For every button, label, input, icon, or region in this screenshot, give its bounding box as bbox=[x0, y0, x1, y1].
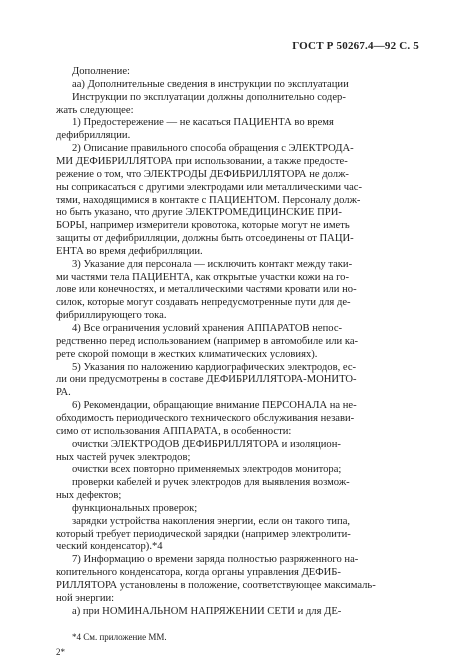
text-line: ческий конденсатор).*4 bbox=[56, 541, 163, 553]
page-header: ГОСТ Р 50267.4—92 С. 5 bbox=[292, 40, 419, 52]
text-line: очистки всех повторно применяемых электродов монитора; bbox=[72, 464, 342, 476]
text-line: ных дефектов; bbox=[56, 490, 122, 502]
text-line: копительного конденсатора, когда органы управления ДЕФИБ- bbox=[56, 567, 341, 579]
text-line: 2) Описание правильного способа обращения с ЭЛЕКТРОДА- bbox=[72, 143, 354, 155]
text-line: но быть указано, что другие ЭЛЕКТРОМЕДИЦИНСКИЕ ПРИ- bbox=[56, 207, 342, 219]
text-line: лове или конечностях, и металлическими частями кровати или но- bbox=[56, 284, 357, 296]
text-line: зарядки устройства накопления энергии, если он такого типа, bbox=[72, 515, 351, 527]
text-line: который требует периодической зарядки (например электролити- bbox=[56, 528, 351, 540]
text-line: обходимость периодического технического обслуживания незави- bbox=[56, 412, 355, 424]
text-line: тями, находящимися в контакте с ПАЦИЕНТОМ. Персоналу долж- bbox=[56, 194, 361, 206]
text-line: 5) Указания по наложению кардиографических электродов, ес- bbox=[72, 361, 357, 373]
text-line: очистки ЭЛЕКТРОДОВ ДЕФИБРИЛЛЯТОРА и изоляцион- bbox=[72, 438, 341, 450]
text-line: симо от использования АППАРАТА, в особенности: bbox=[56, 425, 292, 437]
text-line: жать следующее: bbox=[56, 104, 134, 116]
text-line: ных частей ручек электродов; bbox=[56, 451, 191, 463]
footnote: *4 См. приложение ММ. bbox=[72, 632, 167, 642]
text-line: 1) Предостережение — не касаться ПАЦИЕНТА во время bbox=[72, 117, 334, 129]
text-line: дефибрилляции. bbox=[56, 130, 131, 142]
text-line: функциональных проверок; bbox=[72, 502, 198, 514]
text-line: редственно перед использованием (например в автомобиле или ка- bbox=[56, 335, 359, 347]
text-line: 4) Все ограничения условий хранения АППАРАТОВ непос- bbox=[72, 323, 343, 334]
text-line: режение о том, что ЭЛЕКТРОДЫ ДЕФИБРИЛЛЯТОРА не долж- bbox=[56, 168, 349, 180]
text-line: ЕНТА во время дефибрилляции. bbox=[56, 245, 203, 257]
text-line: ли они предусмотрены в составе ДЕФИБРИЛЛЯТОРА-МОНИТО- bbox=[56, 374, 357, 386]
text-line: ной энергии: bbox=[56, 592, 115, 604]
text-line: 3) Указание для персонала — исключить контакт между таки- bbox=[72, 258, 353, 270]
page-mark: 2* bbox=[56, 647, 65, 657]
text-line: аа) Дополнительные сведения в инструкции по эксплуатации bbox=[72, 78, 349, 90]
text-line: защиты от дефибрилляции, должны быть отсоединены от ПАЦИ- bbox=[56, 233, 354, 245]
text-line: 6) Рекомендации, обращающие внимание ПЕРСОНАЛА на не- bbox=[72, 400, 357, 412]
text-line: Дополнение: bbox=[72, 66, 130, 77]
text-line: проверки кабелей и ручек электродов для выявления возмож- bbox=[72, 477, 350, 489]
text-line: фибриллирующего тока. bbox=[56, 310, 167, 322]
text-line: силок, которые могут создавать непредусмотренные пути для де- bbox=[56, 297, 351, 309]
text-line: БОРЫ, например измерители кровотока, которые могут не иметь bbox=[56, 220, 350, 232]
text-line: ны соприкасаться с другими электродами или металлическими час- bbox=[56, 181, 363, 193]
text-line: РИЛЛЯТОРА установлены в положение, соответствующее максималь- bbox=[56, 580, 376, 591]
text-line: 7) Информацию о времени заряда полностью разряженного на- bbox=[72, 554, 359, 566]
text-line: МИ ДЕФИБРИЛЛЯТОРА при использовании, а также предосте- bbox=[56, 155, 348, 167]
text-line: ми частями тела ПАЦИЕНТА, как открытые участки кожи на го- bbox=[56, 271, 349, 283]
text-line: РА. bbox=[56, 387, 71, 399]
text-line: рете скорой помощи в жестких климатических условиях). bbox=[56, 348, 318, 360]
text-line: а) при НОМИНАЛЬНОМ НАПРЯЖЕНИИ СЕТИ и для ДЕ- bbox=[72, 605, 342, 617]
text-line: Инструкции по эксплуатации должны дополнительно содер- bbox=[72, 91, 346, 103]
